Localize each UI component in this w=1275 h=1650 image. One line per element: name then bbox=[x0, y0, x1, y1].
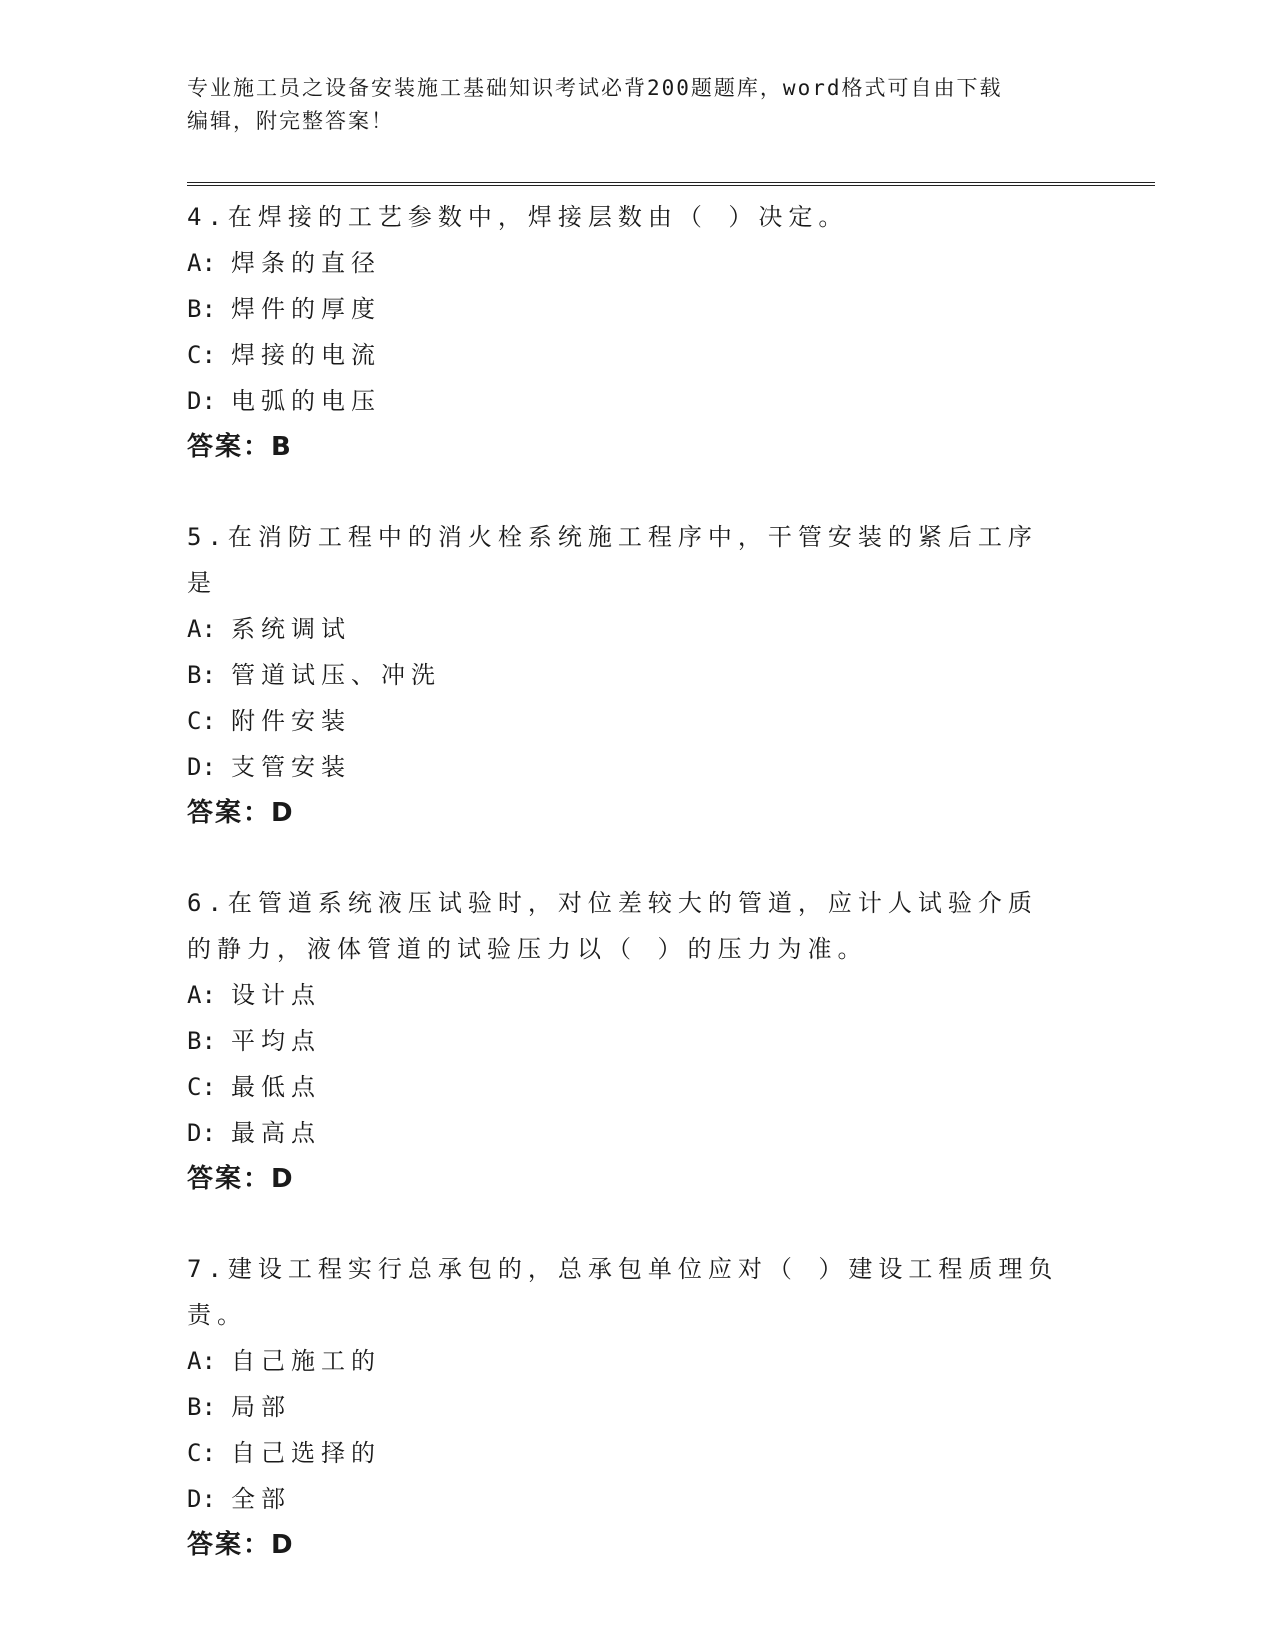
option-letter: B: bbox=[187, 295, 216, 323]
header-line-2: 编辑，附完整答案！ bbox=[187, 109, 394, 133]
option-b bbox=[187, 1384, 1155, 1430]
question-7 bbox=[187, 1246, 1155, 1568]
option-text: 管道试压、冲洗 bbox=[231, 661, 441, 689]
option-letter: A: bbox=[187, 1347, 216, 1375]
option-text: 自己施工的 bbox=[231, 1347, 381, 1375]
option-d bbox=[187, 744, 1155, 790]
option-text: 设计点 bbox=[231, 981, 321, 1009]
option-letter: C: bbox=[187, 341, 216, 369]
option-text: 焊接的电流 bbox=[231, 341, 381, 369]
question-5 bbox=[187, 514, 1155, 836]
option-b bbox=[187, 652, 1155, 698]
option-d bbox=[187, 1476, 1155, 1522]
question-text: 7.建设工程实行总承包的，总承包单位应对（ ）建设工程质理负责。 bbox=[187, 1255, 1059, 1329]
option-text: 焊条的直径 bbox=[231, 249, 381, 277]
option-letter: C: bbox=[187, 1073, 216, 1101]
option-a bbox=[187, 1338, 1155, 1384]
header-line-1: 专业施工员之设备安装施工基础知识考试必背200题题库，word格式可自由下载 bbox=[187, 76, 1003, 100]
question-text: 4.在焊接的工艺参数中，焊接层数由（ ）决定。 bbox=[187, 203, 849, 231]
option-d bbox=[187, 378, 1155, 424]
option-letter: D: bbox=[187, 1119, 216, 1147]
answer-line: 答案：B bbox=[187, 432, 293, 462]
header-divider bbox=[187, 182, 1155, 186]
option-d bbox=[187, 1110, 1155, 1156]
answer-line: 答案：D bbox=[187, 1530, 295, 1560]
option-letter: D: bbox=[187, 387, 216, 415]
option-letter: B: bbox=[187, 661, 216, 689]
option-a bbox=[187, 972, 1155, 1018]
option-a bbox=[187, 240, 1155, 286]
option-c bbox=[187, 332, 1155, 378]
option-letter: C: bbox=[187, 707, 216, 735]
option-b bbox=[187, 1018, 1155, 1064]
option-b bbox=[187, 286, 1155, 332]
option-letter: B: bbox=[187, 1027, 216, 1055]
option-c bbox=[187, 1430, 1155, 1476]
option-letter: C: bbox=[187, 1439, 216, 1467]
document-header bbox=[187, 72, 1067, 138]
option-text: 支管安装 bbox=[231, 753, 351, 781]
option-text: 焊件的厚度 bbox=[231, 295, 381, 323]
option-text: 电弧的电压 bbox=[231, 387, 381, 415]
question-list bbox=[187, 194, 1155, 1568]
option-letter: B: bbox=[187, 1393, 216, 1421]
option-letter: A: bbox=[187, 615, 216, 643]
option-text: 全部 bbox=[231, 1485, 291, 1513]
document-page bbox=[187, 72, 1155, 1612]
option-c bbox=[187, 1064, 1155, 1110]
option-text: 最低点 bbox=[231, 1073, 321, 1101]
question-4 bbox=[187, 194, 1155, 470]
option-text: 平均点 bbox=[231, 1027, 321, 1055]
option-letter: D: bbox=[187, 753, 216, 781]
answer-line: 答案：D bbox=[187, 798, 295, 828]
option-text: 系统调试 bbox=[231, 615, 351, 643]
question-text: 6.在管道系统液压试验时，对位差较大的管道，应计人试验介质的静力，液体管道的试验压力以（ ）的压力为准。 bbox=[187, 889, 1038, 963]
option-letter: A: bbox=[187, 249, 216, 277]
option-text: 局部 bbox=[231, 1393, 291, 1421]
option-text: 附件安装 bbox=[231, 707, 351, 735]
option-text: 最高点 bbox=[231, 1119, 321, 1147]
question-text: 5.在消防工程中的消火栓系统施工程序中，干管安装的紧后工序是 bbox=[187, 523, 1038, 597]
option-text: 自己选择的 bbox=[231, 1439, 381, 1467]
option-letter: A: bbox=[187, 981, 216, 1009]
answer-line: 答案：D bbox=[187, 1164, 295, 1194]
option-c bbox=[187, 698, 1155, 744]
option-a bbox=[187, 606, 1155, 652]
question-6 bbox=[187, 880, 1155, 1202]
option-letter: D: bbox=[187, 1485, 216, 1513]
